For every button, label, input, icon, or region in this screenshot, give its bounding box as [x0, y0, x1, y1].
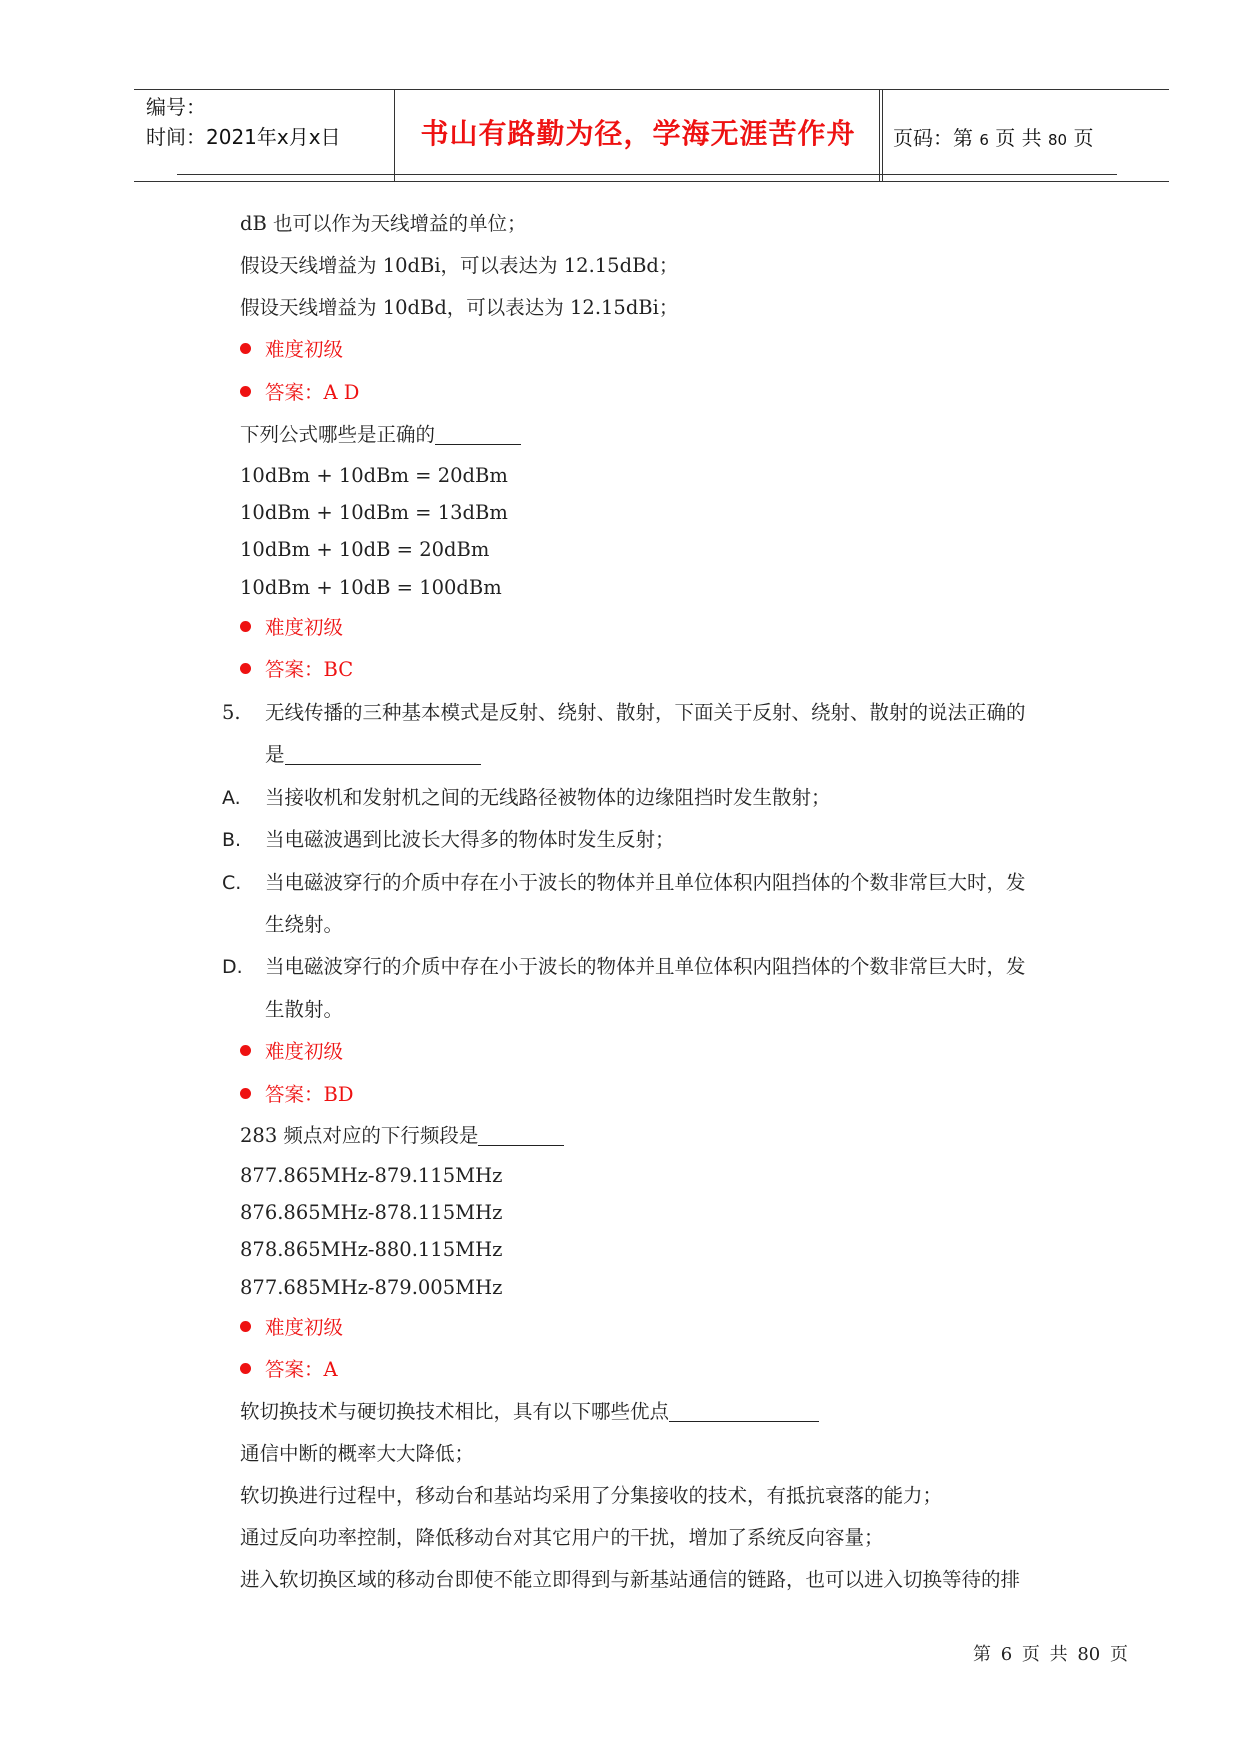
option-line: 通过反向功率控制，降低移动台对其它用户的干扰，增加了系统反向容量；	[240, 1526, 884, 1549]
header-page-indicator	[893, 122, 1093, 151]
option-line: 软切换进行过程中，移动台和基站均采用了分集接收的技术，有抵抗衰落的能力；	[240, 1484, 943, 1507]
header-divider-right-2	[882, 89, 883, 181]
option-text: 当电磁波穿行的介质中存在小于波长的物体并且单位体积内阻挡体的个数非常巨大时，发	[265, 955, 1026, 978]
answer-item	[240, 1356, 338, 1384]
page-prefix: 页码：第	[893, 126, 973, 150]
answer-blank	[669, 1399, 819, 1422]
page-number: 6	[979, 131, 989, 149]
answer-blank	[435, 422, 521, 445]
option-line: 877.865MHz-879.115MHz	[240, 1164, 503, 1187]
option-text: 生绕射。	[265, 913, 344, 936]
difficulty-item	[240, 1314, 343, 1342]
header-top-rule	[134, 89, 1169, 90]
option-letter: C.	[222, 872, 242, 894]
question-stem	[240, 1122, 564, 1150]
answer-item	[240, 1081, 353, 1109]
answer-blank	[478, 1123, 564, 1146]
question-stem	[240, 1398, 819, 1426]
answer-text: 答案：BC	[265, 658, 354, 681]
bullet-icon	[240, 1088, 251, 1099]
question-text: 是	[265, 743, 285, 766]
doc-time-label: 时间：2021年x月x日	[146, 125, 341, 149]
bullet-icon	[240, 1045, 251, 1056]
option-line: 878.865MHz-880.115MHz	[240, 1238, 503, 1261]
option-line: 通信中断的概率大大降低；	[240, 1442, 475, 1465]
option-line: 10dBm + 10dB = 100dBm	[240, 576, 502, 599]
page-total: 80	[1047, 131, 1068, 149]
question-text: 软切换技术与硬切换技术相比，具有以下哪些优点	[240, 1400, 670, 1423]
bullet-icon	[240, 621, 251, 632]
option-line: 假设天线增益为 10dBi，可以表达为 12.15dBd；	[240, 254, 679, 277]
answer-text: 答案：A	[265, 1358, 338, 1381]
difficulty-text: 难度初级	[265, 1040, 344, 1063]
option-line: 10dBm + 10dBm = 13dBm	[240, 501, 508, 524]
difficulty-item	[240, 614, 343, 642]
option-text: 当电磁波遇到比波长大得多的物体时发生反射；	[265, 828, 675, 851]
question-text: 283 频点对应的下行频段是	[240, 1124, 479, 1147]
option-line: 假设天线增益为 10dBd，可以表达为 12.15dBi；	[240, 296, 679, 319]
question-stem	[265, 741, 481, 769]
bullet-icon	[240, 1363, 251, 1374]
option-letter: D.	[222, 956, 243, 978]
answer-item	[240, 656, 353, 684]
option-text: 当接收机和发射机之间的无线路径被物体的边缘阻挡时发生散射；	[265, 786, 831, 809]
bullet-icon	[240, 1321, 251, 1332]
option-text: 生散射。	[265, 998, 344, 1021]
doc-number-label: 编号：	[146, 95, 206, 119]
option-line: 10dBm + 10dBm = 20dBm	[240, 464, 508, 487]
difficulty-text: 难度初级	[265, 1316, 344, 1339]
answer-text: 答案：BD	[265, 1083, 354, 1106]
bullet-icon	[240, 663, 251, 674]
answer-text: 答案：A D	[265, 381, 360, 404]
bullet-icon	[240, 386, 251, 397]
answer-item	[240, 379, 359, 407]
option-line: 10dBm + 10dB = 20dBm	[240, 538, 490, 561]
page-footer: 第 6 页 共 80 页	[973, 1644, 1128, 1665]
option-line: 876.865MHz-878.115MHz	[240, 1201, 503, 1224]
option-line: 进入软切换区域的移动台即使不能立即得到与新基站通信的链路，也可以进入切换等待的排	[240, 1568, 1021, 1591]
bullet-icon	[240, 343, 251, 354]
difficulty-item	[240, 336, 343, 364]
difficulty-item	[240, 1038, 343, 1066]
header-motto: 书山有路勤为径，学海无涯苦作舟	[420, 117, 856, 150]
option-letter: A.	[222, 787, 241, 809]
header-inner-rule	[177, 174, 1117, 175]
answer-blank	[285, 742, 481, 765]
difficulty-text: 难度初级	[265, 616, 344, 639]
question-text: 无线传播的三种基本模式是反射、绕射、散射，下面关于反射、绕射、散射的说法正确的	[265, 701, 1026, 724]
option-line: dB 也可以作为天线增益的单位；	[240, 212, 527, 235]
question-stem	[240, 421, 521, 449]
option-text: 当电磁波穿行的介质中存在小于波长的物体并且单位体积内阻挡体的个数非常巨大时，发	[265, 871, 1026, 894]
header-meta	[146, 92, 341, 152]
question-text: 下列公式哪些是正确的	[240, 423, 436, 446]
difficulty-text: 难度初级	[265, 338, 344, 361]
option-line: 877.685MHz-879.005MHz	[240, 1276, 503, 1299]
question-number: 5.	[222, 701, 241, 724]
page-mid: 页 共	[995, 126, 1042, 150]
page-suffix: 页	[1073, 126, 1094, 150]
option-letter: B.	[222, 829, 242, 851]
header-bottom-rule	[134, 181, 1169, 182]
header-divider-left	[394, 89, 395, 181]
